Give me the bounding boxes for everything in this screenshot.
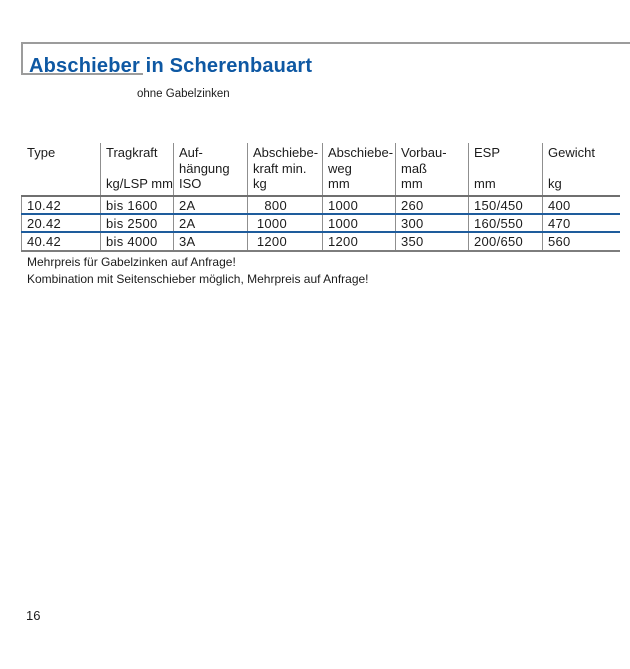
table-cell: 1000 (322, 215, 395, 231)
header-cell-type: Type (27, 145, 56, 160)
table-cell: 160/550 (468, 215, 542, 231)
table-cell: 1200 (247, 233, 322, 250)
table-cell: 300 (395, 215, 468, 231)
table-cell: 1000 (322, 197, 395, 213)
table-cell: 1000 (247, 215, 322, 231)
table-cell: 260 (395, 197, 468, 213)
left-corner-rule (21, 42, 23, 75)
table-cell: 20.42 (21, 215, 100, 231)
top-horizontal-rule (21, 42, 630, 44)
footnotes (27, 254, 369, 288)
header-cell-esp: ESP mm (468, 143, 542, 195)
table-cell: 3A (173, 233, 247, 250)
header-cell-gewicht: Gewicht kg (542, 143, 620, 195)
table-cell: bis 1600 (100, 197, 173, 213)
table-body (21, 195, 620, 252)
note-line: Kombination mit Seitenschieber möglich, Mehrpreis auf Anfrage! (27, 272, 369, 286)
table-cell: 560 (542, 233, 620, 250)
table-cell: 2A (173, 215, 247, 231)
table-cell: bis 2500 (100, 215, 173, 231)
table-cell: 800 (247, 197, 322, 213)
table-cell: 200/650 (468, 233, 542, 250)
table-cell: bis 4000 (100, 233, 173, 250)
page-subtitle: ohne Gabelzinken (137, 88, 230, 100)
table-cell: 2A (173, 197, 247, 213)
header-cell-vorbaumass: Vorbau- maß mm (395, 143, 468, 195)
header-cell-abschiebekraft: Abschiebe- kraft min. kg (247, 143, 322, 195)
table-row (21, 197, 620, 215)
table-row (21, 233, 620, 250)
table-cell: 10.42 (21, 197, 100, 213)
table-cell: 150/450 (468, 197, 542, 213)
header-cell-tragkraft: Tragkraft kg/LSP mm (100, 143, 173, 195)
table-cell: 350 (395, 233, 468, 250)
table-cell: 470 (542, 215, 620, 231)
header-cell-aufhaengung: Auf- hängung ISO (173, 143, 247, 195)
table-row (21, 215, 620, 233)
table-cell: 400 (542, 197, 620, 213)
page-title: Abschieber in Scherenbauart (29, 55, 313, 77)
table-cell: 40.42 (21, 233, 100, 250)
table-cell: 1200 (322, 233, 395, 250)
note-line: Mehrpreis für Gabelzinken auf Anfrage! (27, 255, 236, 269)
header-cell-abschiebeweg: Abschiebe- weg mm (322, 143, 395, 195)
page-number: 16 (26, 608, 41, 623)
table-header-row (21, 143, 620, 195)
spec-table (21, 143, 620, 252)
